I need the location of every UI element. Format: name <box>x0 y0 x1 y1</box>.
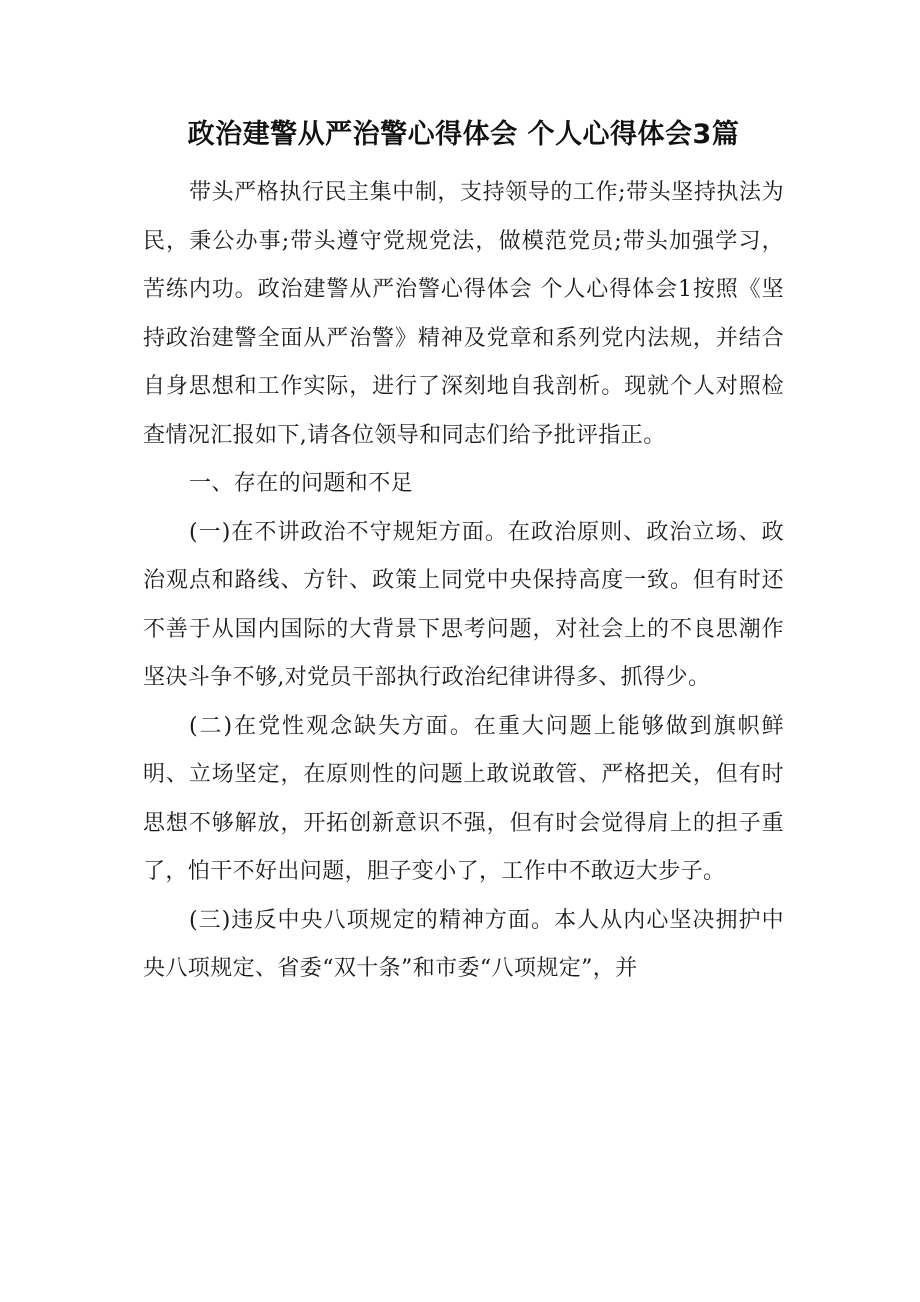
paragraph-item-1: (一)在不讲政治不守规矩方面。在政治原则、政治立场、政治观点和路线、方针、政策上同党中央保持高度一致。但有时还不善于从国内国际的大背景下思考问题，对社会上的不良思潮作坚决斗争不够,对党员干部执行政治纪律讲得多、抓得少。 <box>143 519 784 690</box>
paragraph-intro: 带头严格执行民主集中制，支持领导的工作;带头坚持执法为民，秉公办事;带头遵守党规党法，做模范党员;带头加强学习，苦练内功。政治建警从严治警心得体会 个人心得体会1按照《坚持政治建警全面从严治警》精神及党章和系列党内法规，并结合自身思想和工作实际，进行了深刻地自我剖析。现就个人对照检查情况汇报如下,请各位领导和同志们给予批评指正。 <box>143 180 784 448</box>
paragraph-item-2: (二)在党性观念缺失方面。在重大问题上能够做到旗帜鲜明、立场坚定，在原则性的问题上敢说敢管、严格把关，但有时思想不够解放，开拓创新意识不强，但有时会觉得肩上的担子重了，怕干不好出问题，胆子变小了，工作中不敢迈大步子。 <box>143 713 784 884</box>
paragraph-item-3: (三)违反中央八项规定的精神方面。本人从内心坚决拥护中央八项规定、省委“双十条”和市委“八项规定”，并 <box>143 907 784 981</box>
document-body <box>143 169 784 994</box>
section-heading-problems: 一、存在的问题和不足 <box>189 471 414 496</box>
document-title: 政治建警从严治警心得体会 个人心得体会3篇 <box>187 119 740 150</box>
